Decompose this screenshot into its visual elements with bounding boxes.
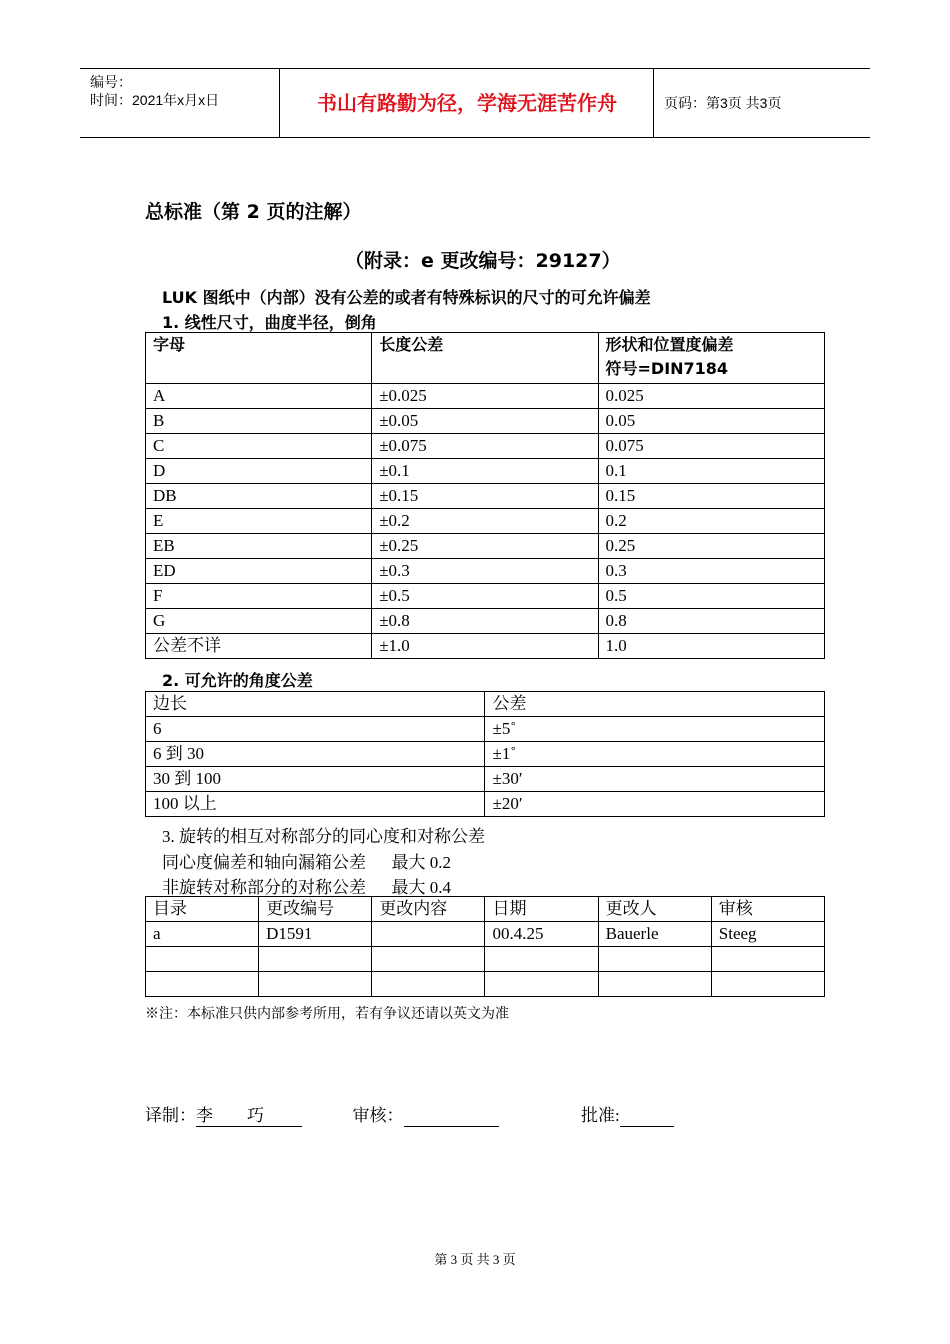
table-row — [146, 767, 825, 792]
cell — [146, 947, 259, 972]
cell: 100 以上 — [146, 792, 485, 817]
table-row — [146, 634, 825, 659]
symmetric-line: 非旋转对称部分的对称公差 最大 0.4 — [162, 878, 451, 897]
cell: C — [146, 434, 372, 459]
cell: ±0.1 — [372, 459, 598, 484]
approve-blank — [620, 1108, 674, 1127]
table-row — [146, 922, 825, 947]
cell: ±20′ — [485, 792, 825, 817]
cell: A — [146, 384, 372, 409]
header-cell: 边长 — [146, 692, 485, 717]
header-cell — [598, 333, 825, 384]
cell — [598, 947, 711, 972]
revision-table — [145, 896, 825, 997]
header-cell: 目录 — [146, 897, 259, 922]
cell: ED — [146, 559, 372, 584]
header-cell: 字母 — [146, 333, 372, 384]
table-row — [146, 947, 825, 972]
cell: ±0.15 — [372, 484, 598, 509]
page-header — [80, 68, 870, 138]
cell — [259, 972, 372, 997]
cell: D — [146, 459, 372, 484]
table-header-row — [146, 692, 825, 717]
cell: ±0.075 — [372, 434, 598, 459]
cell — [711, 947, 824, 972]
cell — [485, 947, 598, 972]
page-label: 页码：第3页 共3页 — [664, 95, 782, 111]
review-blank — [404, 1108, 499, 1127]
cell: 0.25 — [598, 534, 825, 559]
cell: ±0.2 — [372, 509, 598, 534]
table-row — [146, 584, 825, 609]
cell: ±30′ — [485, 767, 825, 792]
table-row — [146, 459, 825, 484]
table-row — [146, 509, 825, 534]
table-row — [146, 742, 825, 767]
table-row — [146, 434, 825, 459]
table-row — [146, 792, 825, 817]
section3-heading: 3. 旋转的相互对称部分的同心度和对称公差 — [162, 827, 485, 846]
cell — [146, 972, 259, 997]
table-row — [146, 409, 825, 434]
cell: 6 — [146, 717, 485, 742]
time-label: 时间：2021年x月x日 — [90, 92, 220, 108]
doc-title: 总标准（第 2 页的注解） — [145, 201, 362, 223]
cell: ±0.05 — [372, 409, 598, 434]
cell: 0.1 — [598, 459, 825, 484]
translate-label: 译制： — [145, 1106, 196, 1125]
cell: DB — [146, 484, 372, 509]
cell: ±0.25 — [372, 534, 598, 559]
number-label: 编号： — [90, 74, 132, 90]
cell: 0.15 — [598, 484, 825, 509]
footnote: ※注：本标准只供内部参考所用，若有争议还请以英文为准 — [145, 1007, 509, 1022]
cell — [372, 922, 485, 947]
translator-name: 李 巧 — [196, 1101, 302, 1127]
cell: 0.025 — [598, 384, 825, 409]
cell: ±1.0 — [372, 634, 598, 659]
cell: 0.5 — [598, 584, 825, 609]
signature-row — [145, 1101, 674, 1127]
cell — [598, 972, 711, 997]
cell: 0.075 — [598, 434, 825, 459]
motto: 书山有路勤为径，学海无涯苦作舟 — [281, 69, 654, 137]
cell: 6 到 30 — [146, 742, 485, 767]
table-row — [146, 609, 825, 634]
page-footer: 第 3 页 共 3 页 — [434, 1252, 516, 1267]
cell: 0.3 — [598, 559, 825, 584]
cell: ±0.025 — [372, 384, 598, 409]
cell: D1591 — [259, 922, 372, 947]
cell: 00.4.25 — [485, 922, 598, 947]
table-row — [146, 972, 825, 997]
cell: F — [146, 584, 372, 609]
header-shape-label: 形状和位置度偏差 — [605, 335, 734, 354]
cell: a — [146, 922, 259, 947]
section2-heading: 2. 可允许的角度公差 — [162, 671, 313, 690]
cell: 1.0 — [598, 634, 825, 659]
section1-heading: 1. 线性尺寸，曲度半径，倒角 — [162, 313, 377, 332]
cell — [711, 972, 824, 997]
cell: 0.2 — [598, 509, 825, 534]
cell: 30 到 100 — [146, 767, 485, 792]
header-cell: 更改内容 — [372, 897, 485, 922]
table-header-row — [146, 897, 825, 922]
appendix-title: （附录：e 更改编号：29127） — [345, 250, 621, 272]
table-row — [146, 534, 825, 559]
table-row — [146, 484, 825, 509]
header-cell: 长度公差 — [372, 333, 598, 384]
linear-tolerance-table — [145, 332, 825, 659]
cell: ±1˚ — [485, 742, 825, 767]
cell: ±0.3 — [372, 559, 598, 584]
intro-text: LUK 图纸中（内部）没有公差的或者有特殊标识的尺寸的可允许偏差 — [162, 288, 651, 307]
header-symbol-label: 符号=DIN7184 — [605, 359, 729, 378]
cell: Bauerle — [598, 922, 711, 947]
cell — [485, 972, 598, 997]
header-cell: 审核 — [711, 897, 824, 922]
header-cell: 更改人 — [598, 897, 711, 922]
cell — [259, 947, 372, 972]
cell: E — [146, 509, 372, 534]
concentric-line: 同心度偏差和轴向漏箱公差 最大 0.2 — [162, 853, 451, 872]
cell: ±0.8 — [372, 609, 598, 634]
cell — [372, 947, 485, 972]
approve-label: 批准: — [581, 1106, 620, 1125]
cell: 公差不详 — [146, 634, 372, 659]
cell: ±5˚ — [485, 717, 825, 742]
table-row — [146, 717, 825, 742]
cell: 0.05 — [598, 409, 825, 434]
cell: Steeg — [711, 922, 824, 947]
cell: ±0.5 — [372, 584, 598, 609]
cell: EB — [146, 534, 372, 559]
cell: 0.8 — [598, 609, 825, 634]
header-cell: 更改编号 — [259, 897, 372, 922]
table-row — [146, 559, 825, 584]
review-label: 审核： — [352, 1106, 404, 1125]
header-cell: 公差 — [485, 692, 825, 717]
table-header-row — [146, 333, 825, 384]
header-meta — [80, 69, 280, 137]
cell: B — [146, 409, 372, 434]
table-row — [146, 384, 825, 409]
angle-tolerance-table — [145, 691, 825, 817]
cell: G — [146, 609, 372, 634]
cell — [372, 972, 485, 997]
header-cell: 日期 — [485, 897, 598, 922]
